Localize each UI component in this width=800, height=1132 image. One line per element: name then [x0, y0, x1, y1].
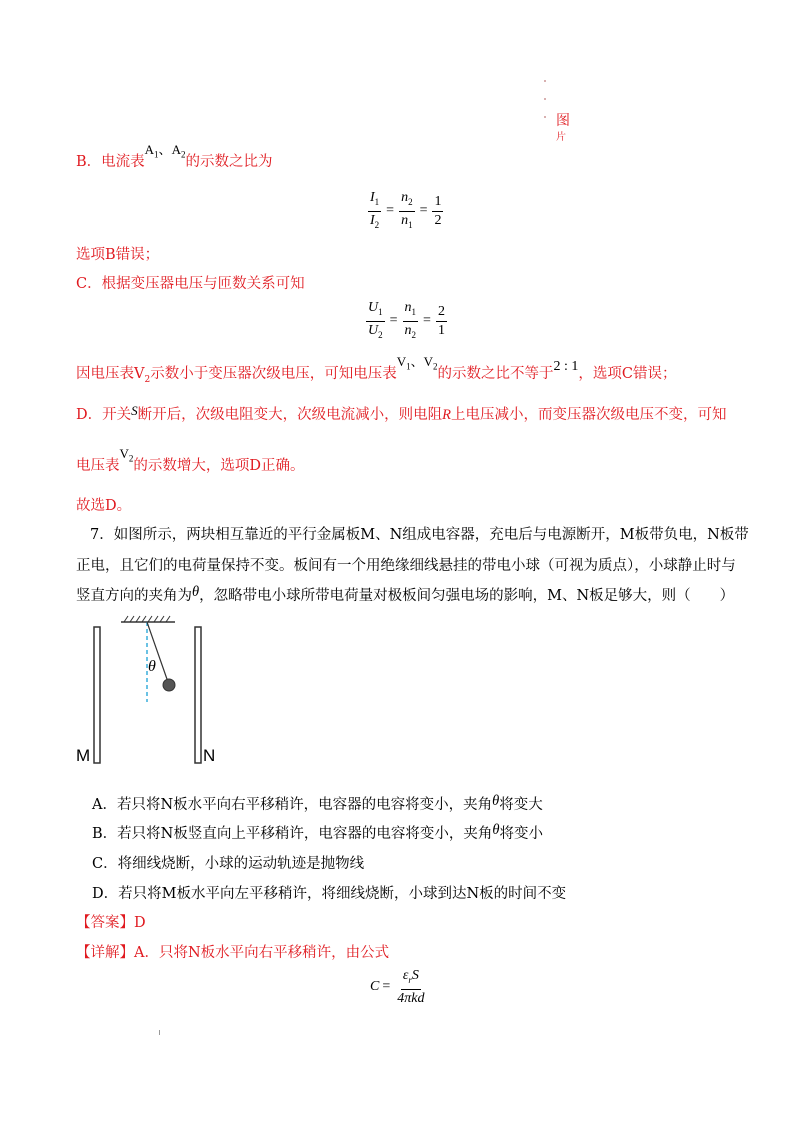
option-d-conclusion: 故选D。 [76, 498, 132, 514]
option-d-explanation-line1: D．开关S断开后，次级电阻变大，次级电流减小，则电阻R上电压减小，而变压器次级电压不变，可知 [76, 403, 727, 423]
option-d: D．若只将M板水平向左平移稍许，将细线烧断，小球到达N板的时间不变 [92, 886, 567, 902]
formula-current-ratio: $\frac{I_1}{I_2}$ = $\frac{n_2}{n_1}$ = $\frac{1}{2}$ [370, 190, 442, 230]
formula-capacitance: C = $\frac{\varepsilon_rS}{\text{4πkd}}$ [370, 968, 425, 1006]
scan-dot [544, 116, 546, 118]
scan-dot [544, 80, 546, 82]
header-mark-cut: 片 [556, 132, 566, 143]
plate-n [195, 627, 201, 763]
scan-dot [544, 98, 546, 100]
option-b: B．若只将N板竖直向上平移稍许，电容器的电容将变小，夹角θ将变小 [92, 822, 543, 842]
option-b-explanation: B．电流表$A_1$、$A_2$的示数之比为 [76, 142, 273, 170]
option-c: C．将细线烧断，小球的运动轨迹是抛物线 [92, 856, 365, 872]
detail: 【详解】A．只将N板水平向右平移稍许，由公式 [76, 945, 390, 961]
formula-voltage-ratio: $\frac{U_1}{U_2}$ = $\frac{n_1}{n_2}$ = $\frac{2}{1}$ [368, 300, 445, 340]
answer: 【答案】D [76, 915, 146, 931]
scan-mark [159, 1030, 160, 1035]
diagram-label-m: M [76, 746, 91, 765]
option-b-conclusion: 选项B错误； [76, 247, 160, 263]
question-7-line1: 7．如图所示，两块相互靠近的平行金属板M、N组成电容器，充电后与电源断开，M板带负电，N板带 [90, 527, 749, 543]
plate-m [94, 627, 100, 763]
header-mark: 图 [556, 113, 570, 129]
question-7-line3: 竖直方向的夹角为θ，忽略带电小球所带电荷量对极板间匀强电场的影响，M、N板足够大，则（ ） [76, 584, 735, 604]
ceiling-support [121, 616, 175, 622]
option-a: A．若只将N板水平向右平移稍许，电容器的电容将变小，夹角θ将变大 [92, 793, 543, 813]
diagram-label-n: N [203, 746, 216, 765]
option-c-intro: C．根据变压器电压与匝数关系可知 [76, 276, 305, 292]
option-c-explanation: 因电压表$V_2$示数小于变压器次级电压，可知电压表$V_1$、$V_2$的示数之比不等于2 : 1，选项C错误； [76, 354, 677, 385]
diagram-angle-label: θ [148, 658, 156, 675]
charged-ball [163, 679, 175, 691]
option-d-explanation-line2: 电压表$V_2$的示数增大，选项D正确。 [76, 446, 305, 474]
question-7-line2: 正电，且它们的电荷量保持不变。板间有一个用绝缘细线悬挂的带电小球（可视为质点），小球静止时与 [76, 558, 736, 574]
